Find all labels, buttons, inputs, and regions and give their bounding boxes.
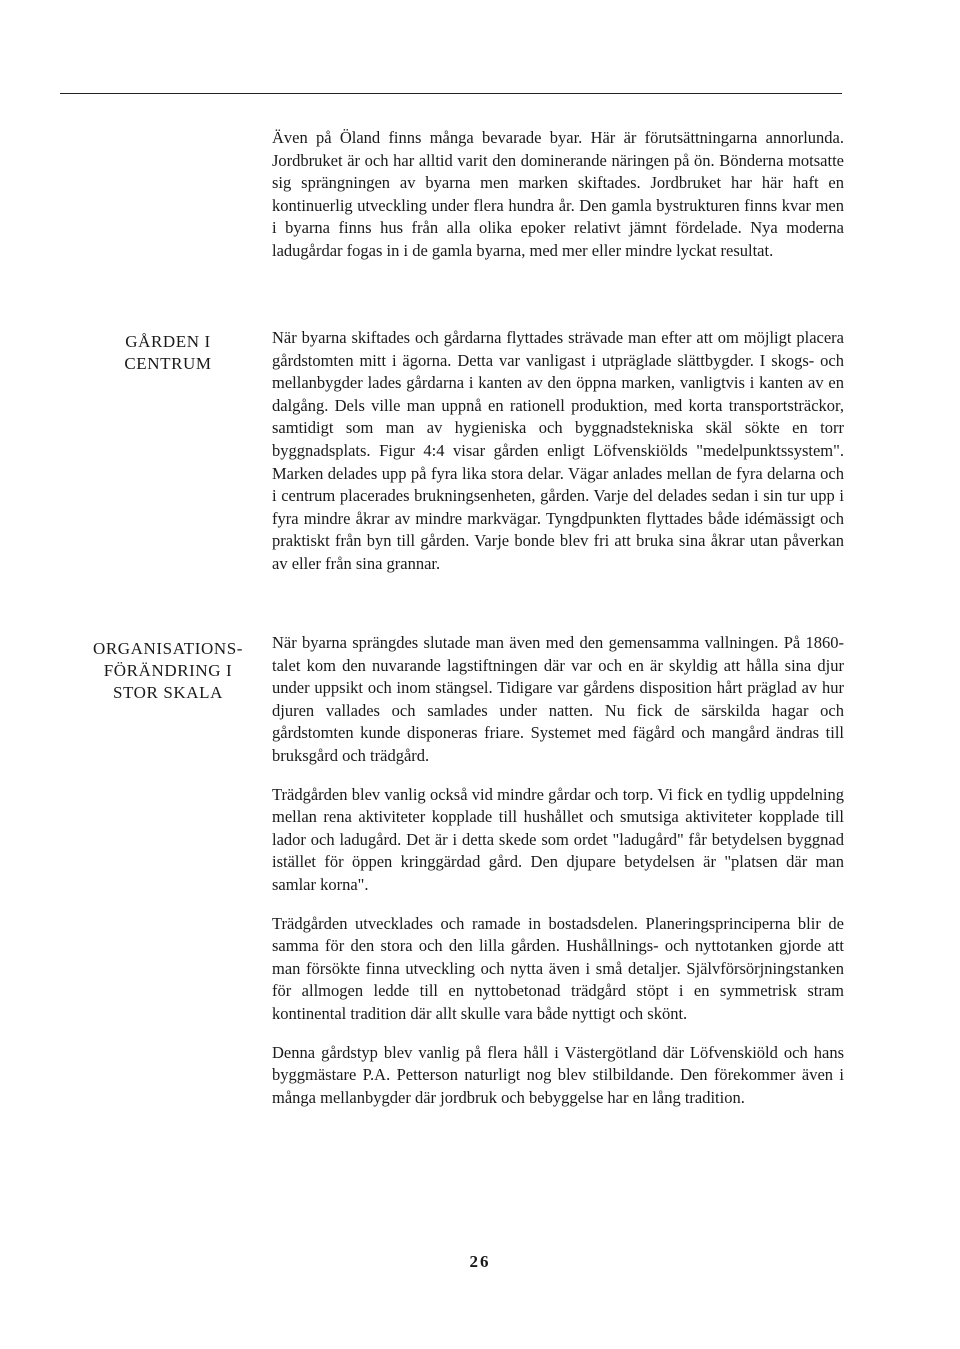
section-paragraph: Denna gårdstyp blev vanlig på flera håll i Västergötland där Löfvenskiöld och hans byggmästare P.A. Petterson naturligt nog blev stilbildande. Den förekommer även i många mellanbygder där jordbruk och bebyggelse har en lång tradition. bbox=[272, 1042, 844, 1107]
intro-section bbox=[272, 127, 844, 263]
section-body-organisation bbox=[272, 632, 844, 1109]
section-paragraph: Trädgården utvecklades och ramade in bostadsdelen. Planeringsprinciperna blir de samma för den stora och den lilla gården. Hushållnings- och nyttotanken gjorde att man försökte finna utveckling och nytta även i små detaljer. Självförsörjningstanken för allmogen ledde till en nyttobetonad trädgård stöpt i en symmetrisk stram kontinental tradition där allt skulle vara både nyttigt och skönt. bbox=[272, 913, 844, 1023]
heading-line: ORGANISATIONS- bbox=[92, 639, 244, 658]
section-body-garden bbox=[272, 327, 844, 576]
section-heading-garden bbox=[78, 331, 258, 375]
heading-line: GÅRDEN I bbox=[125, 332, 211, 351]
heading-line: FÖRÄNDRING I bbox=[103, 661, 233, 680]
section-heading-organisation bbox=[78, 638, 258, 704]
section-paragraph: När byarna skiftades och gårdarna flyttades strävade man efter att om möjligt placera gårdstomten mitt i ägorna. Detta var vanligast i utpräglade slättbygder. I skogs- och mellanbygder lades gårdarna i kanten av den öppna marken, vanligtvis i kanten av en dalgång. Dels ville man uppnå en rationell produktion, med korta transportsträckor, samtidigt som man av hygieniska och byggnadstekniska skäl sökte en torr byggnadsplats. Figur 4:4 visar gården enligt Löfvenskiölds "medelpunktssystem". Marken delades upp på fyra lika stora delar. Vägar anlades mellan de fyra delarna och i centrum placerades brukningsenheten, gården. Varje del delades sedan i sin tur upp i fyra mindre åkrar av mindre markvägar. Tyngdpunkten flyttades både idémässigt och praktiskt från byn till gården. Varje bonde blev fri att bruka sina åkrar utan påverkan av eller från sina grannar. bbox=[272, 328, 844, 573]
heading-line: CENTRUM bbox=[124, 354, 212, 373]
section-paragraph: När byarna sprängdes slutade man även med den gemensamma vallningen. På 1860-talet kom den nuvarande lagstiftningen där var och en är skyldig att hålla sina djur under uppsikt och inom stängsel. Tidigare var gårdens disposition hårt präglad av hur djuren vallades och samlades under natten. Nu fick de särskilda hagar och gårdstomten kunde disponeras friare. Systemet med fägård och mangård ändras till bruksgård och trädgård. bbox=[272, 633, 844, 765]
section-paragraph: Trädgården blev vanlig också vid mindre gårdar och torp. Vi fick en tydlig uppdelning mellan rena aktiviteter kopplade till hushållet och smutsiga aktiviteter kopplade till lador och ladugård. Det är i detta skede som ordet "ladugård" får betydelsen byggnad istället för öppen kringgärdad gård. Den djupare betydelsen är "platsen där man samlar korna". bbox=[272, 784, 844, 894]
heading-line: STOR SKALA bbox=[112, 683, 224, 702]
top-rule bbox=[60, 93, 842, 94]
intro-paragraph: Även på Öland finns många bevarade byar. Här är förutsättningarna annorlunda. Jordbruket är och har alltid varit den dominerande näringen på ön. Bönderna motsatte sig sprängningen av byarna men marken skiftades. Jordbruket har här haft en kontinuerlig utveckling under flera hundra år. Den gamla bystrukturen finns kvar men i byarna finns hus från alla olika epoker relativt jämnt fördelade. Nya moderna ladugårdar fogas in i de gamla byarna, med mer eller mindre lyckat resultat. bbox=[272, 128, 844, 260]
page-number: 26 bbox=[469, 1252, 491, 1271]
